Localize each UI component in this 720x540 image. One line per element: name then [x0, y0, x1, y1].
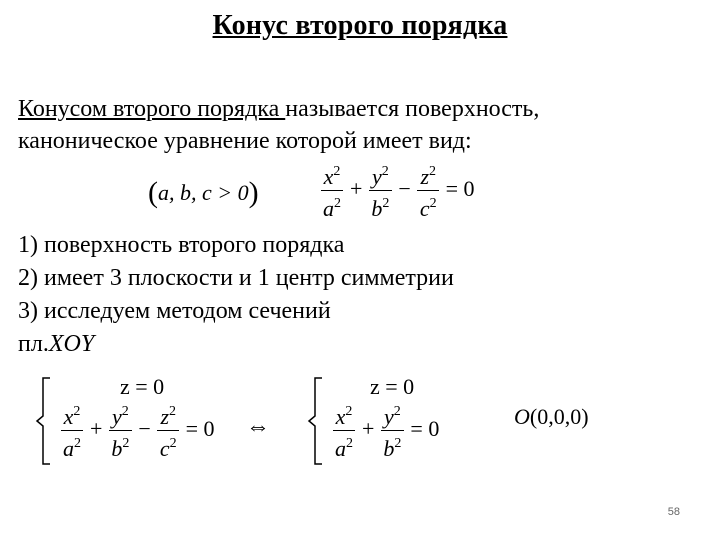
plane-name: XOY [48, 331, 95, 357]
condition-formula: (a, b, c > 0) [148, 176, 259, 209]
system2-z-equation: z = 0 [370, 374, 415, 399]
equivalence-arrow-icon: ⇔ [246, 414, 270, 440]
defined-term: Конусом второго порядка [18, 96, 286, 122]
property-item-2: 2) имеет 3 плоскости и 1 центр симметрии [18, 265, 454, 291]
condition-text: a, b, c > 0 [158, 180, 249, 205]
canonical-equation: $\frac{x^2}{a^2}$ + $\frac{y^2}{b^2}$ − $\frac{z^2}{c^2}$ = 0 [318, 160, 479, 221]
system-brace-right [306, 376, 326, 466]
page-number: 58 [667, 506, 680, 518]
system-brace-left [34, 376, 54, 466]
system1-z-equation: z = 0 [120, 374, 165, 399]
definition-rest: называется поверхность, [285, 96, 540, 122]
definition-line-2: каноническое уравнение которой имеет вид: [18, 128, 472, 154]
slide-title: Конус второго порядка [212, 10, 508, 41]
origin-point: O(0,0,0) [514, 404, 589, 429]
system2-section-equation: $\frac{x^2}{a^2}$ + $\frac{y^2}{b^2}$ = 0 [330, 400, 443, 461]
property-item-3: 3) исследуем методом сечений [18, 298, 331, 324]
system1-cone-equation: $\frac{x^2}{a^2}$ + $\frac{y^2}{b^2}$ − $\frac{z^2}{c^2}$ = 0 [58, 400, 219, 461]
plane-label: пл.XOY [18, 331, 95, 357]
definition-line-1 [18, 96, 539, 123]
property-item-1: 1) поверхность второго порядка [18, 232, 345, 258]
